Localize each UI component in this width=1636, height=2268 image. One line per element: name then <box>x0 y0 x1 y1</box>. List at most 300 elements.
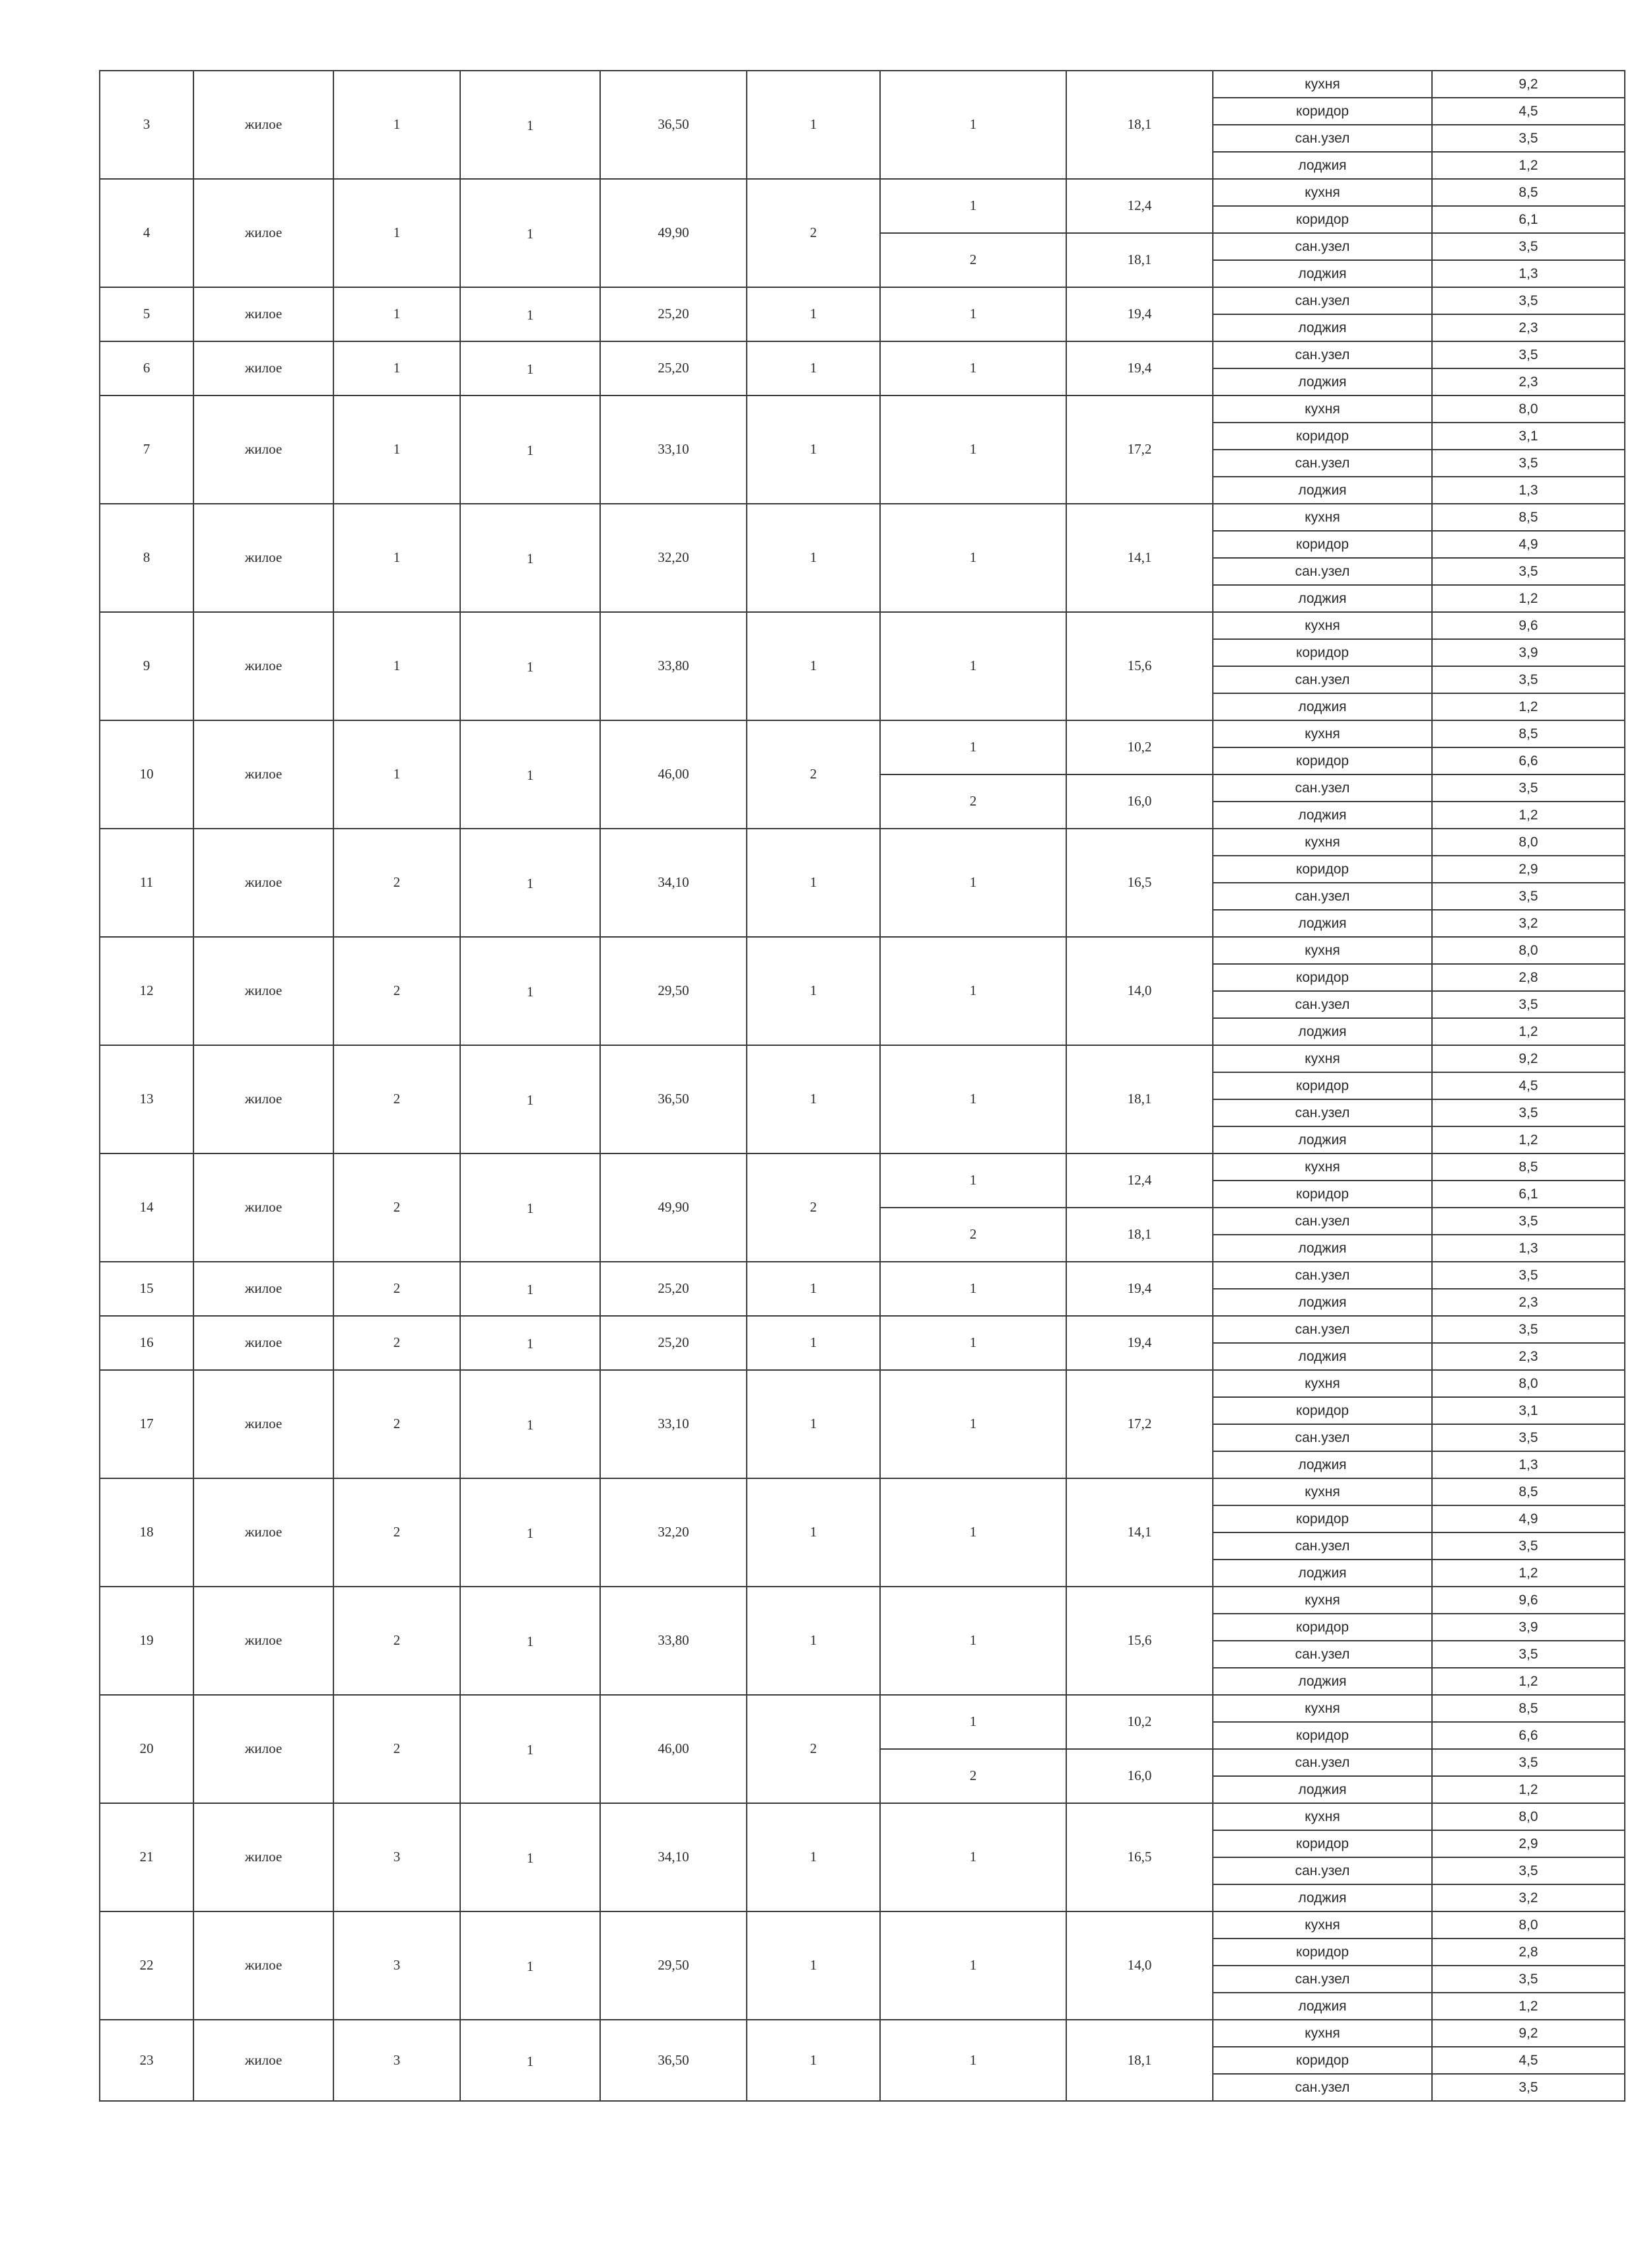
apartment-number-cell: 5 <box>100 287 193 341</box>
auxiliary-room-area-cell: 6,6 <box>1432 1722 1625 1749</box>
auxiliary-room-name-cell: коридор <box>1213 856 1432 883</box>
auxiliary-room-name-cell: сан.узел <box>1213 666 1432 693</box>
auxiliary-room-area-cell: 3,5 <box>1432 883 1625 910</box>
apartment-type-cell: жилое <box>193 1370 333 1478</box>
table-row <box>100 395 1625 423</box>
apartment-type-cell: жилое <box>193 829 333 937</box>
living-room-number-cell: 1 <box>880 1316 1066 1370</box>
auxiliary-room-area-cell: 1,2 <box>1432 1993 1625 2020</box>
room-count-cell: 1 <box>747 1370 880 1478</box>
auxiliary-room-name-cell: кухня <box>1213 1045 1432 1072</box>
floor-cell: 2 <box>333 1587 460 1695</box>
living-room-number-cell: 1 <box>880 341 1066 395</box>
apartment-type-cell: жилое <box>193 179 333 287</box>
apartment-type-cell: жилое <box>193 287 333 341</box>
auxiliary-room-name-cell: коридор <box>1213 2047 1432 2074</box>
room-count-cell: 1 <box>747 504 880 612</box>
table-row <box>100 504 1625 531</box>
section-cell <box>460 829 600 937</box>
table-row <box>100 1695 1625 1722</box>
living-room-area-cell: 19,4 <box>1066 341 1213 395</box>
floor-cell: 2 <box>333 1478 460 1587</box>
living-room-area-cell: 10,2 <box>1066 1695 1213 1749</box>
auxiliary-room-area-cell: 8,5 <box>1432 1695 1625 1722</box>
total-area-cell: 36,50 <box>600 1045 747 1153</box>
auxiliary-room-area-cell: 4,5 <box>1432 1072 1625 1099</box>
section-value: 1 <box>526 442 534 459</box>
apartment-number-cell: 8 <box>100 504 193 612</box>
table-row <box>100 287 1625 314</box>
auxiliary-room-name-cell: лоджия <box>1213 477 1432 504</box>
auxiliary-room-area-cell: 1,2 <box>1432 1776 1625 1803</box>
room-count-cell: 1 <box>747 2020 880 2101</box>
table-row <box>100 612 1625 639</box>
section-cell <box>460 937 600 1045</box>
floor-cell: 2 <box>333 1153 460 1262</box>
auxiliary-room-name-cell: лоджия <box>1213 260 1432 287</box>
section-cell <box>460 1370 600 1478</box>
apartment-number-cell: 7 <box>100 395 193 504</box>
total-area-cell: 33,80 <box>600 612 747 720</box>
auxiliary-room-area-cell: 1,3 <box>1432 1451 1625 1478</box>
apartment-type-cell: жилое <box>193 2020 333 2101</box>
auxiliary-room-name-cell: сан.узел <box>1213 287 1432 314</box>
auxiliary-room-area-cell: 3,5 <box>1432 1966 1625 1993</box>
auxiliary-room-area-cell: 1,3 <box>1432 477 1625 504</box>
total-area-cell: 36,50 <box>600 71 747 179</box>
total-area-cell: 34,10 <box>600 829 747 937</box>
section-value: 1 <box>526 361 534 378</box>
living-room-number-cell: 1 <box>880 720 1066 774</box>
total-area-cell: 49,90 <box>600 1153 747 1262</box>
floor-cell: 2 <box>333 1316 460 1370</box>
auxiliary-room-area-cell: 3,5 <box>1432 1641 1625 1668</box>
apartment-number-cell: 23 <box>100 2020 193 2101</box>
auxiliary-room-area-cell: 3,5 <box>1432 450 1625 477</box>
auxiliary-room-name-cell: кухня <box>1213 71 1432 98</box>
total-area-cell: 32,20 <box>600 504 747 612</box>
auxiliary-room-area-cell: 3,5 <box>1432 1532 1625 1560</box>
living-room-area-cell: 10,2 <box>1066 720 1213 774</box>
section-value: 1 <box>526 984 534 1000</box>
auxiliary-room-area-cell: 3,1 <box>1432 423 1625 450</box>
apartment-type-cell: жилое <box>193 720 333 829</box>
auxiliary-room-area-cell: 3,5 <box>1432 233 1625 260</box>
table-row <box>100 1911 1625 1939</box>
table-row <box>100 1587 1625 1614</box>
living-room-number-cell: 1 <box>880 1695 1066 1749</box>
auxiliary-room-area-cell: 2,3 <box>1432 368 1625 395</box>
auxiliary-room-area-cell: 1,2 <box>1432 1018 1625 1045</box>
total-area-cell: 29,50 <box>600 937 747 1045</box>
section-cell <box>460 287 600 341</box>
auxiliary-room-name-cell: сан.узел <box>1213 1424 1432 1451</box>
auxiliary-room-name-cell: лоджия <box>1213 1560 1432 1587</box>
auxiliary-room-name-cell: кухня <box>1213 2020 1432 2047</box>
auxiliary-room-name-cell: лоджия <box>1213 314 1432 341</box>
auxiliary-room-name-cell: кухня <box>1213 1478 1432 1505</box>
section-value: 1 <box>526 118 534 134</box>
auxiliary-room-name-cell: коридор <box>1213 206 1432 233</box>
auxiliary-room-area-cell: 2,9 <box>1432 856 1625 883</box>
auxiliary-room-name-cell: коридор <box>1213 1181 1432 1208</box>
living-room-number-cell: 1 <box>880 937 1066 1045</box>
auxiliary-room-name-cell: сан.узел <box>1213 991 1432 1018</box>
auxiliary-room-name-cell: коридор <box>1213 639 1432 666</box>
auxiliary-room-area-cell: 9,6 <box>1432 612 1625 639</box>
auxiliary-room-name-cell: сан.узел <box>1213 1857 1432 1884</box>
section-value: 1 <box>526 551 534 567</box>
auxiliary-room-area-cell: 8,0 <box>1432 829 1625 856</box>
section-cell <box>460 1262 600 1316</box>
section-value: 1 <box>526 1958 534 1975</box>
apartment-type-cell: жилое <box>193 1153 333 1262</box>
apartment-type-cell: жилое <box>193 1695 333 1803</box>
auxiliary-room-area-cell: 1,2 <box>1432 152 1625 179</box>
living-room-area-cell: 17,2 <box>1066 1370 1213 1478</box>
living-room-number-cell: 1 <box>880 1262 1066 1316</box>
room-count-cell: 1 <box>747 341 880 395</box>
apartment-type-cell: жилое <box>193 612 333 720</box>
living-room-number-cell: 2 <box>880 1749 1066 1803</box>
living-room-area-cell: 18,1 <box>1066 1045 1213 1153</box>
floor-cell: 1 <box>333 504 460 612</box>
auxiliary-room-area-cell: 1,2 <box>1432 585 1625 612</box>
auxiliary-room-area-cell: 8,0 <box>1432 1370 1625 1397</box>
section-value: 1 <box>526 1525 534 1542</box>
auxiliary-room-area-cell: 8,5 <box>1432 179 1625 206</box>
auxiliary-room-area-cell: 1,2 <box>1432 802 1625 829</box>
floor-cell: 1 <box>333 179 460 287</box>
table-row <box>100 71 1625 98</box>
auxiliary-room-area-cell: 8,5 <box>1432 504 1625 531</box>
living-room-number-cell: 1 <box>880 1370 1066 1478</box>
living-room-number-cell: 1 <box>880 287 1066 341</box>
auxiliary-room-name-cell: кухня <box>1213 1911 1432 1939</box>
apartment-number-cell: 12 <box>100 937 193 1045</box>
auxiliary-room-name-cell: коридор <box>1213 98 1432 125</box>
auxiliary-room-name-cell: коридор <box>1213 1722 1432 1749</box>
auxiliary-room-area-cell: 6,1 <box>1432 1181 1625 1208</box>
auxiliary-room-area-cell: 3,5 <box>1432 341 1625 368</box>
section-cell <box>460 2020 600 2101</box>
auxiliary-room-name-cell: сан.узел <box>1213 1208 1432 1235</box>
auxiliary-room-area-cell: 8,0 <box>1432 1911 1625 1939</box>
auxiliary-room-area-cell: 3,5 <box>1432 558 1625 585</box>
auxiliary-room-area-cell: 8,5 <box>1432 1153 1625 1181</box>
room-count-cell: 2 <box>747 1153 880 1262</box>
auxiliary-room-name-cell: коридор <box>1213 1939 1432 1966</box>
auxiliary-room-name-cell: коридор <box>1213 1397 1432 1424</box>
living-room-number-cell: 1 <box>880 612 1066 720</box>
auxiliary-room-name-cell: коридор <box>1213 531 1432 558</box>
auxiliary-room-name-cell: коридор <box>1213 1614 1432 1641</box>
room-count-cell: 2 <box>747 720 880 829</box>
apartment-type-cell: жилое <box>193 1478 333 1587</box>
floor-cell: 2 <box>333 1695 460 1803</box>
section-cell <box>460 1045 600 1153</box>
living-room-area-cell: 14,0 <box>1066 1911 1213 2020</box>
living-room-area-cell: 19,4 <box>1066 1316 1213 1370</box>
apartment-type-cell: жилое <box>193 1316 333 1370</box>
auxiliary-room-area-cell: 1,3 <box>1432 260 1625 287</box>
living-room-number-cell: 1 <box>880 1911 1066 2020</box>
table-row <box>100 1478 1625 1505</box>
auxiliary-room-area-cell: 3,5 <box>1432 1424 1625 1451</box>
auxiliary-room-area-cell: 3,1 <box>1432 1397 1625 1424</box>
living-room-area-cell: 12,4 <box>1066 1153 1213 1208</box>
room-count-cell: 1 <box>747 1316 880 1370</box>
room-count-cell: 2 <box>747 1695 880 1803</box>
apartment-number-cell: 13 <box>100 1045 193 1153</box>
auxiliary-room-name-cell: сан.узел <box>1213 1749 1432 1776</box>
auxiliary-room-name-cell: кухня <box>1213 1153 1432 1181</box>
auxiliary-room-area-cell: 2,3 <box>1432 1343 1625 1370</box>
auxiliary-room-name-cell: сан.узел <box>1213 1316 1432 1343</box>
section-cell <box>460 504 600 612</box>
apartment-type-cell: жилое <box>193 1911 333 2020</box>
living-room-area-cell: 16,0 <box>1066 774 1213 829</box>
auxiliary-room-area-cell: 9,2 <box>1432 1045 1625 1072</box>
section-value: 1 <box>526 226 534 242</box>
auxiliary-room-name-cell: коридор <box>1213 964 1432 991</box>
total-area-cell: 33,10 <box>600 1370 747 1478</box>
auxiliary-room-name-cell: кухня <box>1213 937 1432 964</box>
auxiliary-room-area-cell: 1,2 <box>1432 1668 1625 1695</box>
auxiliary-room-name-cell: сан.узел <box>1213 233 1432 260</box>
apartment-number-cell: 11 <box>100 829 193 937</box>
table-body <box>100 71 1625 2101</box>
auxiliary-room-name-cell: лоджия <box>1213 1018 1432 1045</box>
apartment-type-cell: жилое <box>193 1587 333 1695</box>
apartment-number-cell: 15 <box>100 1262 193 1316</box>
living-room-area-cell: 15,6 <box>1066 1587 1213 1695</box>
auxiliary-room-name-cell: кухня <box>1213 1695 1432 1722</box>
auxiliary-room-area-cell: 2,3 <box>1432 314 1625 341</box>
total-area-cell: 36,50 <box>600 2020 747 2101</box>
auxiliary-room-name-cell: сан.узел <box>1213 2074 1432 2101</box>
table-row <box>100 1370 1625 1397</box>
apartment-number-cell: 21 <box>100 1803 193 1911</box>
auxiliary-room-name-cell: лоджия <box>1213 1668 1432 1695</box>
apartment-number-cell: 16 <box>100 1316 193 1370</box>
table-row <box>100 1045 1625 1072</box>
apartment-number-cell: 14 <box>100 1153 193 1262</box>
auxiliary-room-area-cell: 2,8 <box>1432 1939 1625 1966</box>
section-cell <box>460 1153 600 1262</box>
apartment-number-cell: 22 <box>100 1911 193 2020</box>
auxiliary-room-name-cell: сан.узел <box>1213 1532 1432 1560</box>
auxiliary-room-name-cell: лоджия <box>1213 1235 1432 1262</box>
apartment-type-cell: жилое <box>193 71 333 179</box>
auxiliary-room-area-cell: 3,5 <box>1432 666 1625 693</box>
auxiliary-room-name-cell: сан.узел <box>1213 1099 1432 1126</box>
section-value: 1 <box>526 2053 534 2069</box>
table-row <box>100 720 1625 747</box>
auxiliary-room-area-cell: 3,5 <box>1432 1749 1625 1776</box>
auxiliary-room-area-cell: 6,1 <box>1432 206 1625 233</box>
room-count-cell: 1 <box>747 395 880 504</box>
living-room-number-cell: 1 <box>880 1478 1066 1587</box>
section-value: 1 <box>526 659 534 675</box>
auxiliary-room-name-cell: лоджия <box>1213 368 1432 395</box>
auxiliary-room-name-cell: кухня <box>1213 720 1432 747</box>
living-room-area-cell: 18,1 <box>1066 1208 1213 1262</box>
auxiliary-room-area-cell: 3,5 <box>1432 287 1625 314</box>
apartment-number-cell: 4 <box>100 179 193 287</box>
auxiliary-room-name-cell: коридор <box>1213 1072 1432 1099</box>
living-room-number-cell: 1 <box>880 1153 1066 1208</box>
auxiliary-room-area-cell: 3,5 <box>1432 991 1625 1018</box>
room-count-cell: 1 <box>747 1045 880 1153</box>
auxiliary-room-name-cell: коридор <box>1213 747 1432 774</box>
auxiliary-room-area-cell: 2,3 <box>1432 1289 1625 1316</box>
floor-cell: 3 <box>333 2020 460 2101</box>
room-count-cell: 1 <box>747 287 880 341</box>
floor-cell: 2 <box>333 1262 460 1316</box>
section-value: 1 <box>526 1336 534 1352</box>
auxiliary-room-area-cell: 8,5 <box>1432 720 1625 747</box>
table-row <box>100 341 1625 368</box>
floor-cell: 2 <box>333 937 460 1045</box>
apartment-type-cell: жилое <box>193 504 333 612</box>
apartment-number-cell: 20 <box>100 1695 193 1803</box>
auxiliary-room-name-cell: коридор <box>1213 1830 1432 1857</box>
living-room-number-cell: 1 <box>880 395 1066 504</box>
section-cell <box>460 1803 600 1911</box>
auxiliary-room-name-cell: сан.узел <box>1213 558 1432 585</box>
table-row <box>100 937 1625 964</box>
auxiliary-room-name-cell: лоджия <box>1213 1884 1432 1911</box>
living-room-area-cell: 12,4 <box>1066 179 1213 233</box>
apartment-type-cell: жилое <box>193 341 333 395</box>
floor-cell: 1 <box>333 341 460 395</box>
section-cell <box>460 395 600 504</box>
living-room-area-cell: 16,5 <box>1066 1803 1213 1911</box>
auxiliary-room-name-cell: кухня <box>1213 1587 1432 1614</box>
floor-cell: 1 <box>333 612 460 720</box>
section-value: 1 <box>526 1200 534 1217</box>
auxiliary-room-name-cell: кухня <box>1213 612 1432 639</box>
total-area-cell: 34,10 <box>600 1803 747 1911</box>
total-area-cell: 25,20 <box>600 287 747 341</box>
auxiliary-room-name-cell: сан.узел <box>1213 125 1432 152</box>
auxiliary-room-area-cell: 4,5 <box>1432 98 1625 125</box>
auxiliary-room-area-cell: 8,5 <box>1432 1478 1625 1505</box>
section-cell <box>460 1695 600 1803</box>
room-count-cell: 1 <box>747 1803 880 1911</box>
living-room-area-cell: 18,1 <box>1066 71 1213 179</box>
room-count-cell: 1 <box>747 829 880 937</box>
living-room-number-cell: 2 <box>880 233 1066 287</box>
section-cell <box>460 1316 600 1370</box>
total-area-cell: 33,10 <box>600 395 747 504</box>
auxiliary-room-name-cell: лоджия <box>1213 802 1432 829</box>
auxiliary-room-name-cell: кухня <box>1213 1370 1432 1397</box>
floor-cell: 3 <box>333 1911 460 2020</box>
living-room-area-cell: 18,1 <box>1066 233 1213 287</box>
auxiliary-room-area-cell: 1,2 <box>1432 693 1625 720</box>
table-row <box>100 1153 1625 1181</box>
room-count-cell: 1 <box>747 1478 880 1587</box>
auxiliary-room-area-cell: 2,8 <box>1432 964 1625 991</box>
auxiliary-room-name-cell: лоджия <box>1213 910 1432 937</box>
auxiliary-room-area-cell: 3,9 <box>1432 639 1625 666</box>
section-cell <box>460 179 600 287</box>
auxiliary-room-area-cell: 9,2 <box>1432 71 1625 98</box>
auxiliary-room-area-cell: 3,5 <box>1432 1099 1625 1126</box>
auxiliary-room-name-cell: сан.узел <box>1213 1262 1432 1289</box>
auxiliary-room-area-cell: 8,0 <box>1432 937 1625 964</box>
floor-cell: 1 <box>333 71 460 179</box>
room-count-cell: 1 <box>747 71 880 179</box>
living-room-area-cell: 16,0 <box>1066 1749 1213 1803</box>
auxiliary-room-name-cell: сан.узел <box>1213 774 1432 802</box>
section-cell <box>460 1478 600 1587</box>
room-count-cell: 1 <box>747 937 880 1045</box>
living-room-area-cell: 19,4 <box>1066 1262 1213 1316</box>
apartment-number-cell: 10 <box>100 720 193 829</box>
section-value: 1 <box>526 876 534 892</box>
apartment-number-cell: 18 <box>100 1478 193 1587</box>
section-value: 1 <box>526 1633 534 1650</box>
apartment-type-cell: жилое <box>193 395 333 504</box>
auxiliary-room-name-cell: кухня <box>1213 1803 1432 1830</box>
auxiliary-room-area-cell: 4,9 <box>1432 531 1625 558</box>
auxiliary-room-area-cell: 4,9 <box>1432 1505 1625 1532</box>
section-cell <box>460 71 600 179</box>
total-area-cell: 25,20 <box>600 1316 747 1370</box>
auxiliary-room-name-cell: сан.узел <box>1213 1966 1432 1993</box>
section-cell <box>460 1911 600 2020</box>
total-area-cell: 46,00 <box>600 720 747 829</box>
total-area-cell: 32,20 <box>600 1478 747 1587</box>
room-count-cell: 2 <box>747 179 880 287</box>
apartment-type-cell: жилое <box>193 1262 333 1316</box>
auxiliary-room-name-cell: коридор <box>1213 1505 1432 1532</box>
living-room-number-cell: 1 <box>880 1045 1066 1153</box>
auxiliary-room-name-cell: лоджия <box>1213 1289 1432 1316</box>
auxiliary-room-name-cell: сан.узел <box>1213 341 1432 368</box>
section-value: 1 <box>526 1742 534 1758</box>
living-room-number-cell: 2 <box>880 774 1066 829</box>
total-area-cell: 25,20 <box>600 341 747 395</box>
apartment-number-cell: 3 <box>100 71 193 179</box>
auxiliary-room-name-cell: сан.узел <box>1213 450 1432 477</box>
table-row <box>100 1803 1625 1830</box>
living-room-area-cell: 17,2 <box>1066 395 1213 504</box>
auxiliary-room-name-cell: лоджия <box>1213 1776 1432 1803</box>
room-count-cell: 1 <box>747 1911 880 2020</box>
apartment-number-cell: 17 <box>100 1370 193 1478</box>
auxiliary-room-area-cell: 1,3 <box>1432 1235 1625 1262</box>
section-cell <box>460 612 600 720</box>
living-room-number-cell: 1 <box>880 179 1066 233</box>
auxiliary-room-name-cell: лоджия <box>1213 585 1432 612</box>
auxiliary-room-area-cell: 4,5 <box>1432 2047 1625 2074</box>
living-room-number-cell: 1 <box>880 71 1066 179</box>
floor-cell: 1 <box>333 395 460 504</box>
apartment-type-cell: жилое <box>193 1045 333 1153</box>
total-area-cell: 25,20 <box>600 1262 747 1316</box>
auxiliary-room-name-cell: кухня <box>1213 395 1432 423</box>
floor-cell: 2 <box>333 1045 460 1153</box>
living-room-area-cell: 15,6 <box>1066 612 1213 720</box>
total-area-cell: 49,90 <box>600 179 747 287</box>
section-value: 1 <box>526 767 534 784</box>
auxiliary-room-area-cell: 1,2 <box>1432 1560 1625 1587</box>
living-room-number-cell: 1 <box>880 1587 1066 1695</box>
